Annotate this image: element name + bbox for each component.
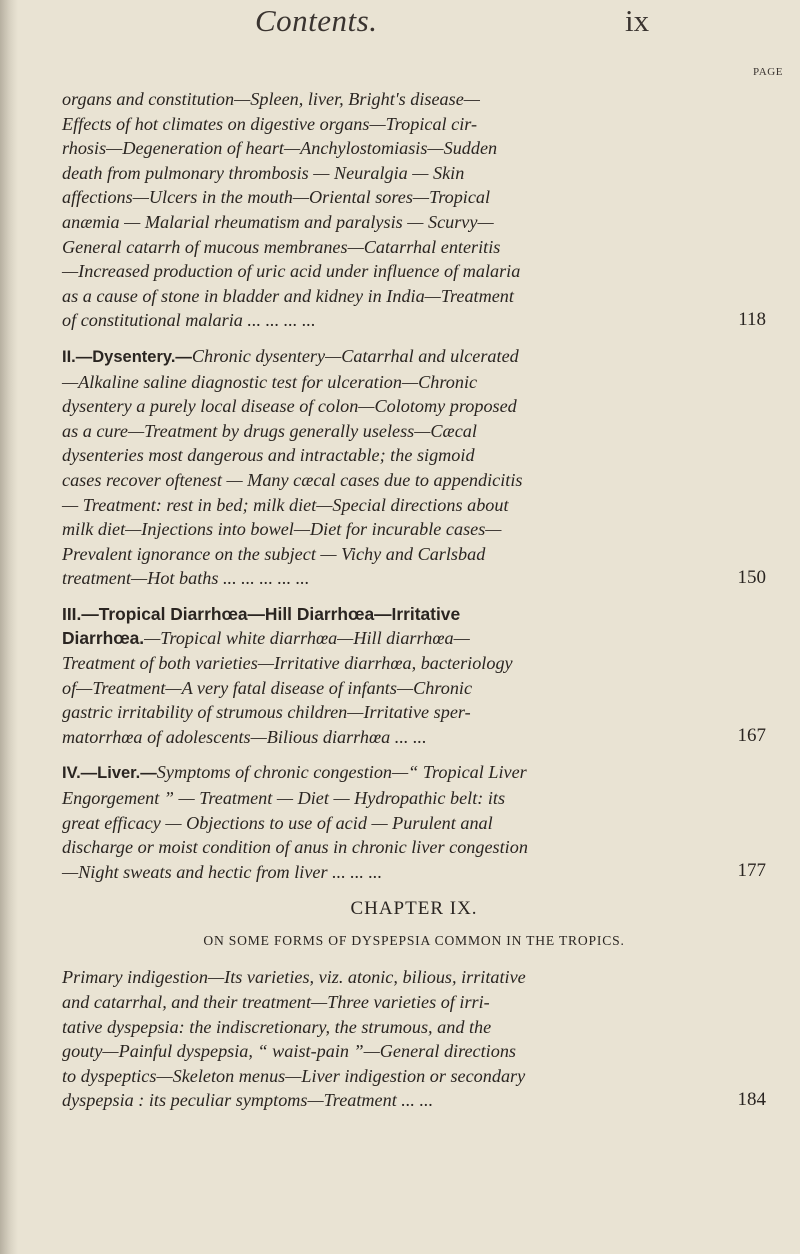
entry-line: —Increased production of uric acid under influence of malaria bbox=[62, 261, 521, 282]
entry-line: matorrhœa of adolescents—Bilious diarrhœa ... ... bbox=[62, 726, 427, 747]
entry-text: Symptoms of chronic congestion—“ Tropical Liver bbox=[156, 762, 527, 783]
entry-line: tative dyspepsia: the indiscretionary, the strumous, and the bbox=[62, 1016, 492, 1037]
entry-page-number: 150 bbox=[737, 566, 766, 588]
entry-line: General catarrh of mucous membranes—Catarrhal enteritis bbox=[62, 236, 501, 257]
entry-lead: IV.—Liver.— bbox=[62, 764, 157, 783]
entry-page-number: 118 bbox=[738, 308, 766, 330]
entry-line: dysentery a purely local disease of colon—Colotomy proposed bbox=[62, 396, 517, 417]
entry-line: as a cure—Treatment by drugs generally useless—Cæcal bbox=[62, 420, 477, 441]
entry-line: Prevalent ignorance on the subject — Vichy and Carlsbad bbox=[62, 543, 486, 564]
entry-text: Chronic dysentery—Catarrhal and ulcerated bbox=[191, 345, 519, 366]
entry-line: to dyspeptics—Skeleton menus—Liver indigestion or secondary bbox=[62, 1065, 526, 1086]
entry-line bbox=[62, 626, 720, 651]
entry-line: dysenteries most dangerous and intractable; the sigmoid bbox=[62, 445, 475, 466]
entry-line: rhosis—Degeneration of heart—Anchylostomiasis—Sudden bbox=[62, 138, 498, 159]
page-column-label: PAGE bbox=[753, 66, 784, 78]
entry-page-number: 167 bbox=[737, 725, 766, 747]
page-number: ix bbox=[625, 3, 650, 38]
entry-line: Treatment of both varieties—Irritative diarrhœa, bacteriology bbox=[62, 653, 513, 674]
contents-entry-diarrhoea bbox=[62, 602, 766, 750]
entry-line: of—Treatment—A very fatal disease of infants—Chronic bbox=[62, 677, 473, 698]
entry-lead: III.—Tropical Diarrhœa—Hill Diarrhœa—Irritative bbox=[62, 603, 461, 624]
contents-list bbox=[62, 87, 766, 1113]
entry-line: Primary indigestion—Its varieties, viz. atonic, bilious, irritative bbox=[62, 967, 526, 988]
entry-line: and catarrhal, and their treatment—Three varieties of irri- bbox=[62, 992, 490, 1012]
entry-line bbox=[62, 760, 720, 786]
entry-line: — Treatment: rest in bed; milk diet—Special directions about bbox=[62, 494, 509, 515]
entry-line: dyspepsia : its peculiar symptoms—Treatment ... ... bbox=[62, 1090, 434, 1111]
entry-line: —Night sweats and hectic from liver ... ... ... bbox=[62, 861, 383, 882]
entry-line: discharge or moist condition of anus in chronic liver congestion bbox=[62, 837, 528, 858]
entry-line bbox=[62, 344, 720, 370]
entry-line: as a cause of stone in bladder and kidney in India—Treatment bbox=[62, 285, 514, 306]
entry-line: organs and constitution—Spleen, liver, Bright's disease— bbox=[62, 89, 480, 109]
chapter-heading: CHAPTER IX. bbox=[350, 898, 478, 920]
entry-line bbox=[62, 602, 720, 627]
entry-text: —Tropical white diarrhœa—Hill diarrhœa— bbox=[144, 628, 470, 649]
entry-page-number: 177 bbox=[737, 860, 766, 882]
entry-page-number: 184 bbox=[737, 1088, 766, 1110]
entry-line: gouty—Painful dyspepsia, “ waist-pain ”—General directions bbox=[62, 1041, 517, 1062]
entry-line: cases recover oftenest — Many cæcal cases due to appendicitis bbox=[62, 469, 523, 490]
entry-line: great efficacy — Objections to use of acid — Purulent anal bbox=[62, 812, 493, 833]
entry-lead: II.—Dysentery.— bbox=[62, 347, 192, 366]
entry-line: —Alkaline saline diagnostic test for ulceration—Chronic bbox=[62, 371, 478, 392]
chapter-subheading: ON SOME FORMS OF DYSPEPSIA COMMON IN THE TROPICS. bbox=[203, 933, 625, 949]
entry-line: anæmia — Malarial rheumatism and paralysis — Scurvy— bbox=[62, 211, 494, 232]
running-title: Contents. bbox=[255, 3, 378, 38]
entry-line: death from pulmonary thrombosis — Neuralgia — Skin bbox=[62, 162, 465, 183]
entry-line: gastric irritability of strumous children—Irritative sper- bbox=[62, 702, 471, 723]
binding-shadow bbox=[0, 0, 18, 1254]
contents-entry bbox=[62, 87, 766, 333]
page-header bbox=[0, 0, 800, 50]
entry-line: Engorgement ” — Treatment — Diet — Hydropathic belt: its bbox=[62, 788, 506, 809]
entry-line: milk diet—Injections into bowel—Diet for incurable cases— bbox=[62, 519, 502, 540]
entry-lead-continued: Diarrhœa. bbox=[62, 628, 145, 649]
contents-entry-dyspepsia bbox=[62, 965, 766, 1113]
contents-entry-dysentery bbox=[62, 344, 766, 591]
entry-line: Effects of hot climates on digestive organs—Tropical cir- bbox=[62, 113, 478, 134]
entry-line: treatment—Hot baths ... ... ... ... ... bbox=[62, 568, 310, 589]
entry-line: affections—Ulcers in the mouth—Oriental sores—Tropical bbox=[62, 187, 491, 208]
contents-entry-liver bbox=[62, 760, 766, 884]
entry-line: of constitutional malaria ... ... ... ... bbox=[62, 310, 316, 331]
